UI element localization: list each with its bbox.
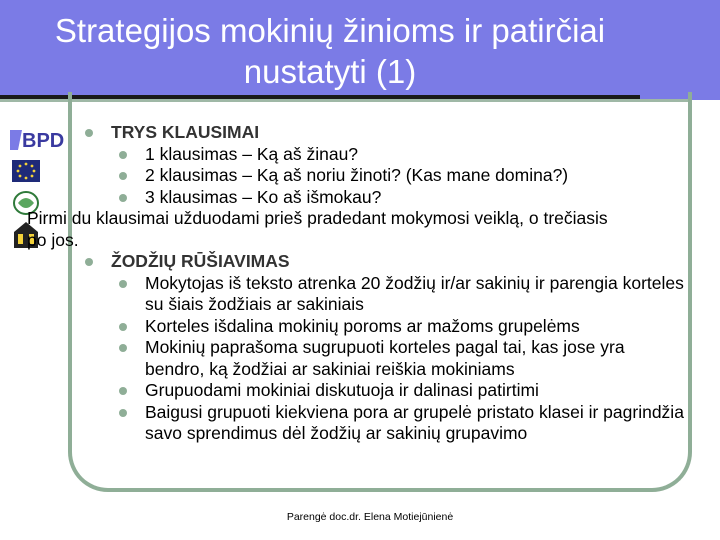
list-item-text: 3 klausimas – Ko aš išmokau?	[145, 186, 382, 207]
list-item-text-part: grupuoti kiekviena pora ar grupelė pristato klasei ir pagrindžia savo sprendimus dėl žodžių ar sakinių grupavimo	[145, 401, 684, 443]
list-item-text: 2 klausimas – Ką aš noriu žinoti? (Kas mane domina?)	[145, 165, 569, 185]
footer-author: Parengė doc.dr. Elena Motiejūnienė	[286, 511, 454, 523]
list-item-text-part: Baigusi	[145, 401, 203, 422]
list-item	[85, 337, 685, 380]
svg-text:BPD: BPD	[22, 130, 65, 152]
bullet-icon	[119, 387, 127, 395]
bullet-icon	[119, 151, 127, 159]
list-item-text: Mokytojas iš teksto atrenka 20 žodžių ir/ar sakinių ir parengia korteles su šiais žodžiais ar sakiniais	[145, 272, 684, 314]
plain-paragraph: Pirmi du klausimai užduodami prieš pradedant mokymosi veiklą, o trečiasis po jos.	[27, 208, 608, 250]
list-item	[85, 122, 685, 144]
bullet-icon	[119, 344, 127, 352]
bullet-icon	[119, 409, 127, 417]
bullet-icon	[119, 323, 127, 331]
bullet-icon	[85, 258, 93, 266]
slide-title: Strategijos mokinių žinioms ir patirčiai nustatyti (1)	[54, 12, 606, 90]
list-item	[85, 402, 685, 445]
bullet-icon	[119, 280, 127, 288]
bullet-icon	[85, 129, 93, 137]
section-heading: ŽODŽIŲ RŪŠIAVIMAS	[111, 251, 290, 271]
list-item	[85, 144, 685, 166]
list-item	[85, 165, 685, 187]
list-item	[85, 273, 685, 316]
list-item-text: Grupuodami mokiniai diskutuoja ir dalinasi patirtimi	[145, 380, 539, 400]
list-item-text: Korteles išdalina mokinių poroms ar mažoms grupelėms	[145, 315, 580, 336]
list-item-text: Mokinių paprašoma sugrupuoti korteles pagal tai, kas jose yra bendro, ką žodžiai ar sakiniai reiškia mokiniams	[145, 337, 625, 379]
eu-flag-logo	[8, 156, 78, 188]
list-item	[27, 208, 627, 251]
bullet-icon	[119, 194, 127, 202]
list-item-text	[145, 402, 685, 445]
bpd-logo	[8, 124, 78, 154]
section-heading: TRYS KLAUSIMAI	[111, 122, 260, 142]
list-item	[85, 380, 685, 402]
list-item-text: 1 klausimas – Ką aš žinau?	[145, 143, 359, 164]
list-item	[85, 316, 685, 338]
bullet-icon	[119, 172, 127, 180]
list-item	[85, 187, 685, 209]
list-item	[85, 251, 685, 273]
